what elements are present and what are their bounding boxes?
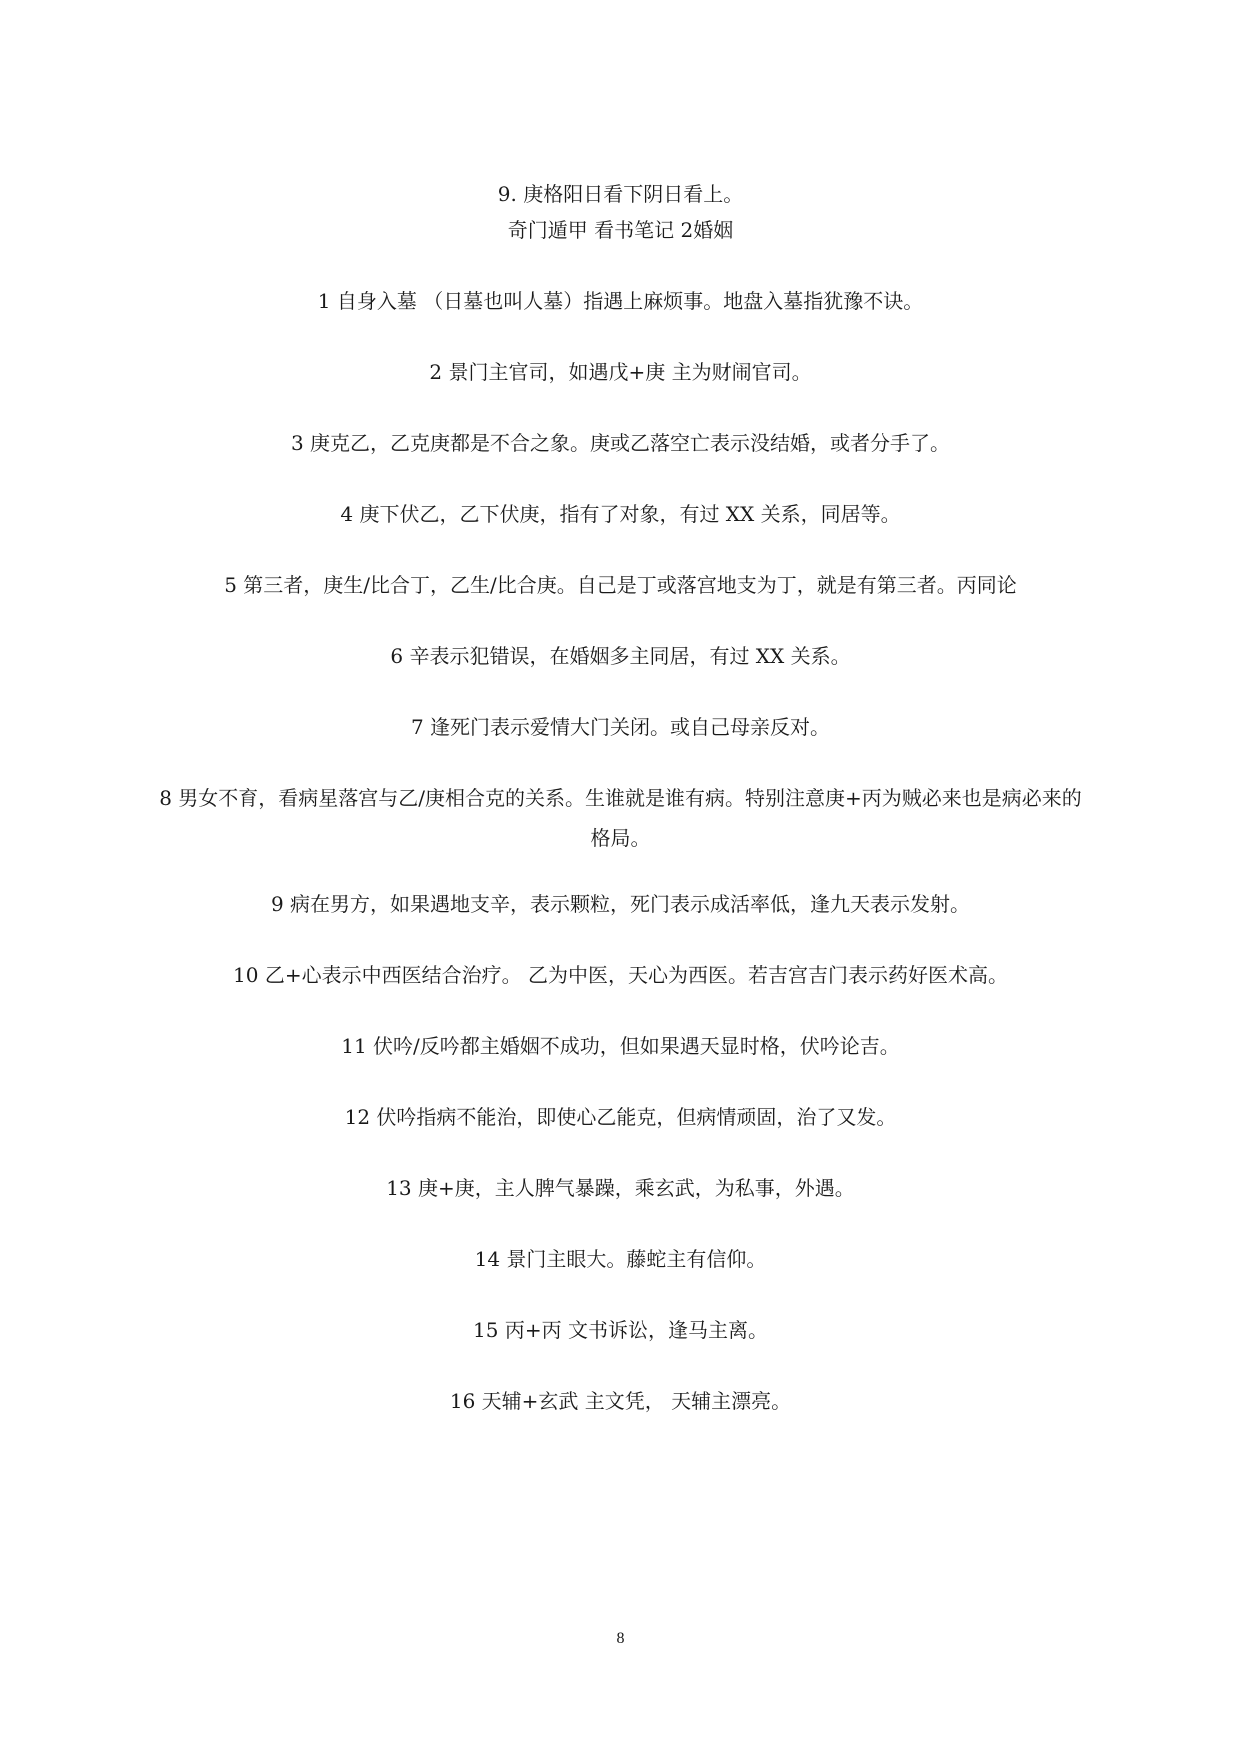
note-item-7: 7 逢死门表示爱情大门关闭。或自己母亲反对。	[410, 715, 831, 739]
note-item-13: 13 庚+庚，主人脾气暴躁，乘玄武，为私事，外遇。	[386, 1176, 855, 1200]
note-item-4: 4 庚下伏乙，乙下伏庚，指有了对象，有过 XX 关系，同居等。	[340, 502, 901, 526]
note-item-15: 15 丙+丙 文书诉讼，逢马主离。	[473, 1318, 768, 1342]
note-item-11: 11 伏吟/反吟都主婚姻不成功，但如果遇天显时格，伏吟论吉。	[341, 1034, 900, 1058]
note-item-8: 8 男女不育，看病星落宫与乙/庚相合克的关系。生谁就是谁有病。特别注意庚+丙为贼必来也是病必来的格局。	[159, 786, 1082, 850]
document-title: 奇门遁甲 看书笔记 2婚姻	[507, 218, 734, 242]
note-item-16: 16 天辅+玄武 主文凭， 天辅主漂亮。	[449, 1389, 792, 1413]
note-item-9: 9 病在男方，如果遇地支辛，表示颗粒，死门表示成活率低，逢九天表示发射。	[270, 892, 971, 916]
page-number: 8	[616, 1630, 625, 1647]
note-item-2: 2 景门主官司，如遇戊+庚 主为财闹官司。	[429, 360, 812, 384]
note-item-14: 14 景门主眼大。藤蛇主有信仰。	[474, 1247, 767, 1271]
note-item-6: 6 辛表示犯错误，在婚姻多主同居，有过 XX 关系。	[390, 644, 851, 668]
note-item-5: 5 第三者，庚生/比合丁，乙生/比合庚。自己是丁或落宫地支为丁，就是有第三者。丙同论	[224, 573, 1017, 597]
note-item-12: 12 伏吟指病不能治，即使心乙能克，但病情顽固，治了又发。	[344, 1105, 897, 1129]
note-item-1: 1 自身入墓 （日墓也叫人墓）指遇上麻烦事。地盘入墓指犹豫不诀。	[317, 289, 924, 313]
note-item-3: 3 庚克乙，乙克庚都是不合之象。庚或乙落空亡表示没结婚，或者分手了。	[290, 431, 951, 455]
note-item-10: 10 乙+心表示中西医结合治疗。 乙为中医，天心为西医。若吉宫吉门表示药好医术高。	[233, 963, 1008, 987]
intro-line: 9. 庚格阳日看下阴日看上。	[497, 182, 744, 206]
